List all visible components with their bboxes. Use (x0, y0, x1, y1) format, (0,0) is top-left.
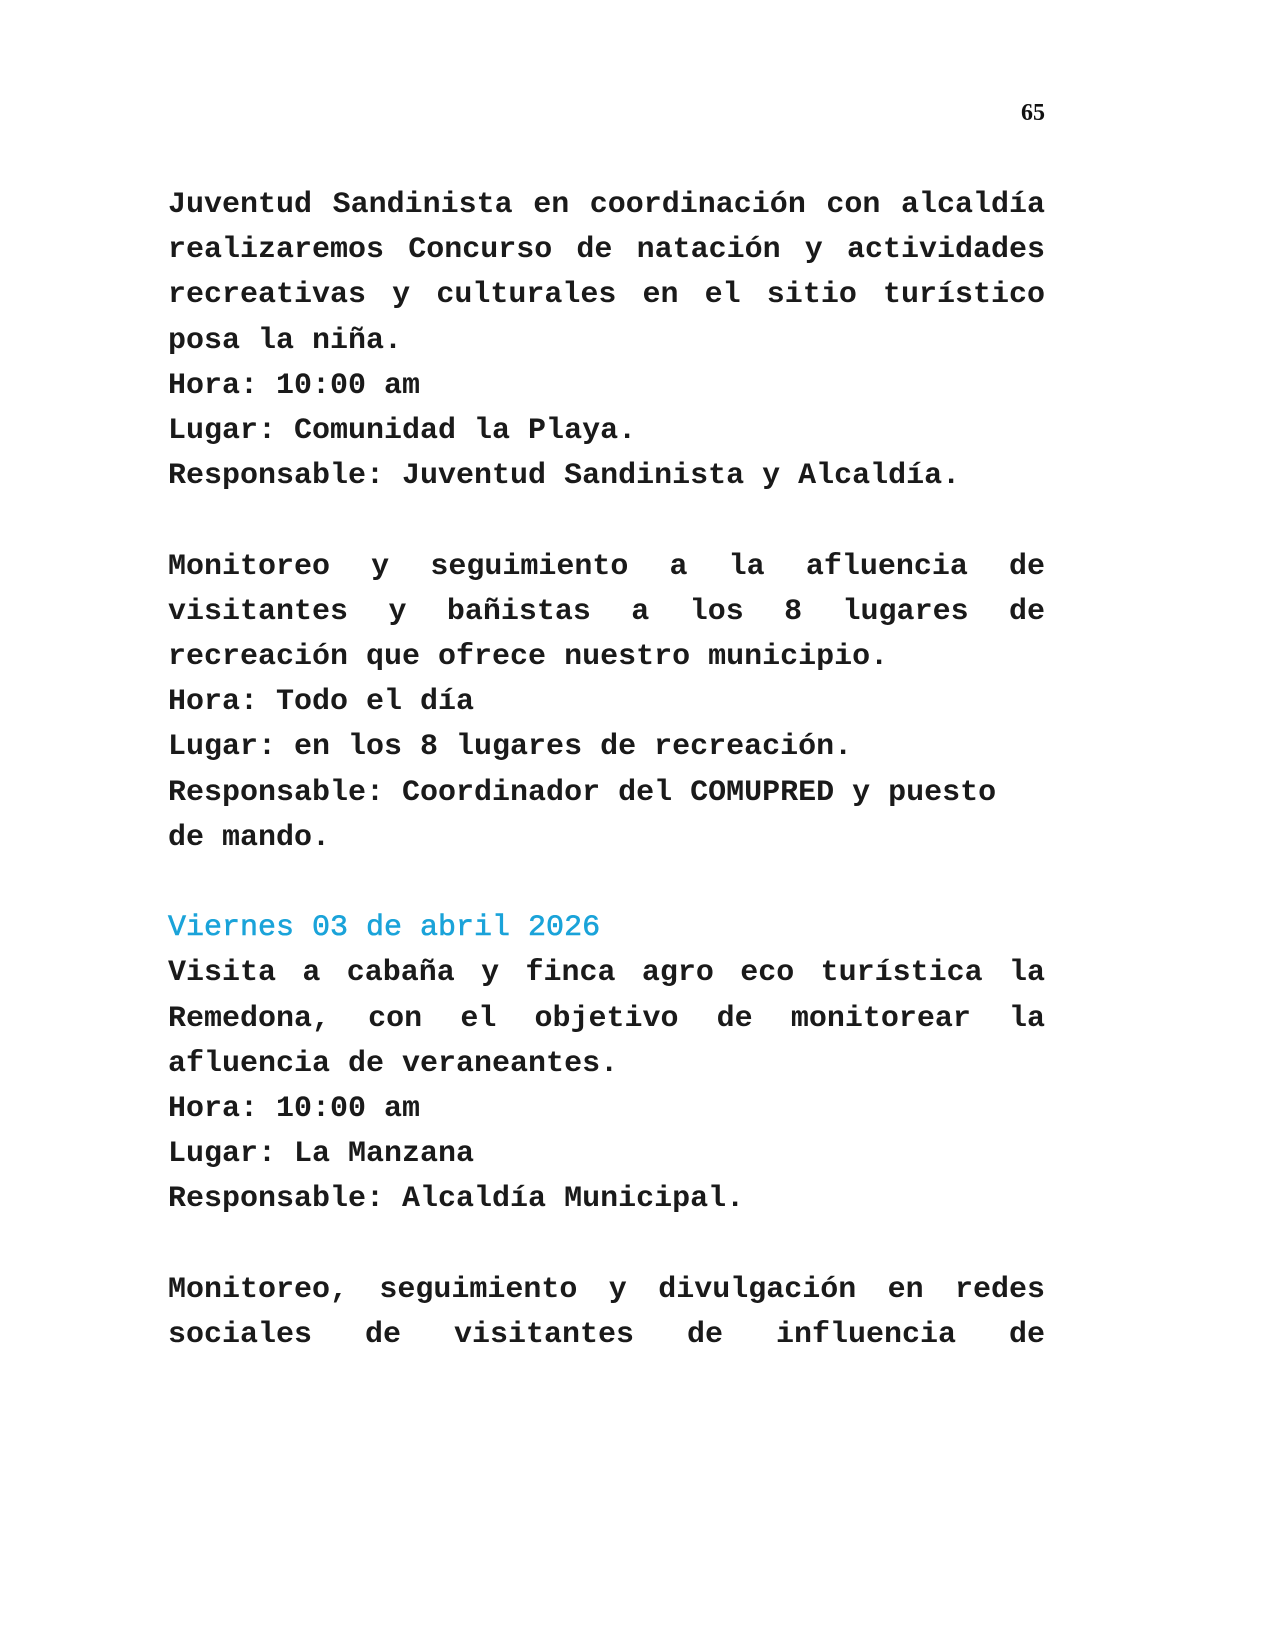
activity-lugar: Lugar: La Manzana (168, 1137, 475, 1172)
activity-lugar: Lugar: Comunidad la Playa. (168, 414, 637, 449)
date-heading: Viernes 03 de abril 2026 (168, 911, 601, 946)
activity-description: Monitoreo y seguimiento a la afluencia de visitantes y bañistas a los 8 lugares de recreación que ofrece nuestro municipio. (168, 549, 1045, 675)
activity-description: Monitoreo, seguimiento y divulgación en redes sociales de visitantes de influencia de (168, 1272, 1045, 1353)
activity-responsable: Responsable: Alcaldía Municipal. (168, 1182, 745, 1217)
paragraph-spacer (168, 861, 1045, 906)
activity-hora: Hora: 10:00 am (168, 368, 421, 403)
activity-description: Juventud Sandinista en coordinación con alcaldía realizaremos Concurso de natación y actividades recreativas y culturales en el sitio turístico posa la niña. (168, 188, 1045, 358)
activity-lugar: Lugar: en los 8 lugares de recreación. (168, 730, 853, 765)
activity-description: Visita a cabaña y finca agro eco turística la Remedona, con el objetivo de monitorear la afluencia de veraneantes. (168, 956, 1045, 1081)
activity-hora: Hora: 10:00 am (168, 1092, 421, 1127)
activity-block (168, 183, 1045, 499)
activity-block (168, 1268, 1045, 1358)
paragraph-spacer (168, 499, 1045, 544)
activity-responsable: Responsable: Juventud Sandinista y Alcaldía. (168, 459, 961, 494)
document-body (168, 183, 1045, 1358)
activity-block (168, 545, 1045, 861)
page-number: 65 (1021, 100, 1045, 126)
paragraph-spacer (168, 1223, 1045, 1268)
activity-hora: Hora: Todo el día (168, 685, 475, 720)
activity-responsable: Responsable: Coordinador del COMUPRED y puesto de mando. (168, 775, 997, 855)
activity-block (168, 951, 1045, 1222)
